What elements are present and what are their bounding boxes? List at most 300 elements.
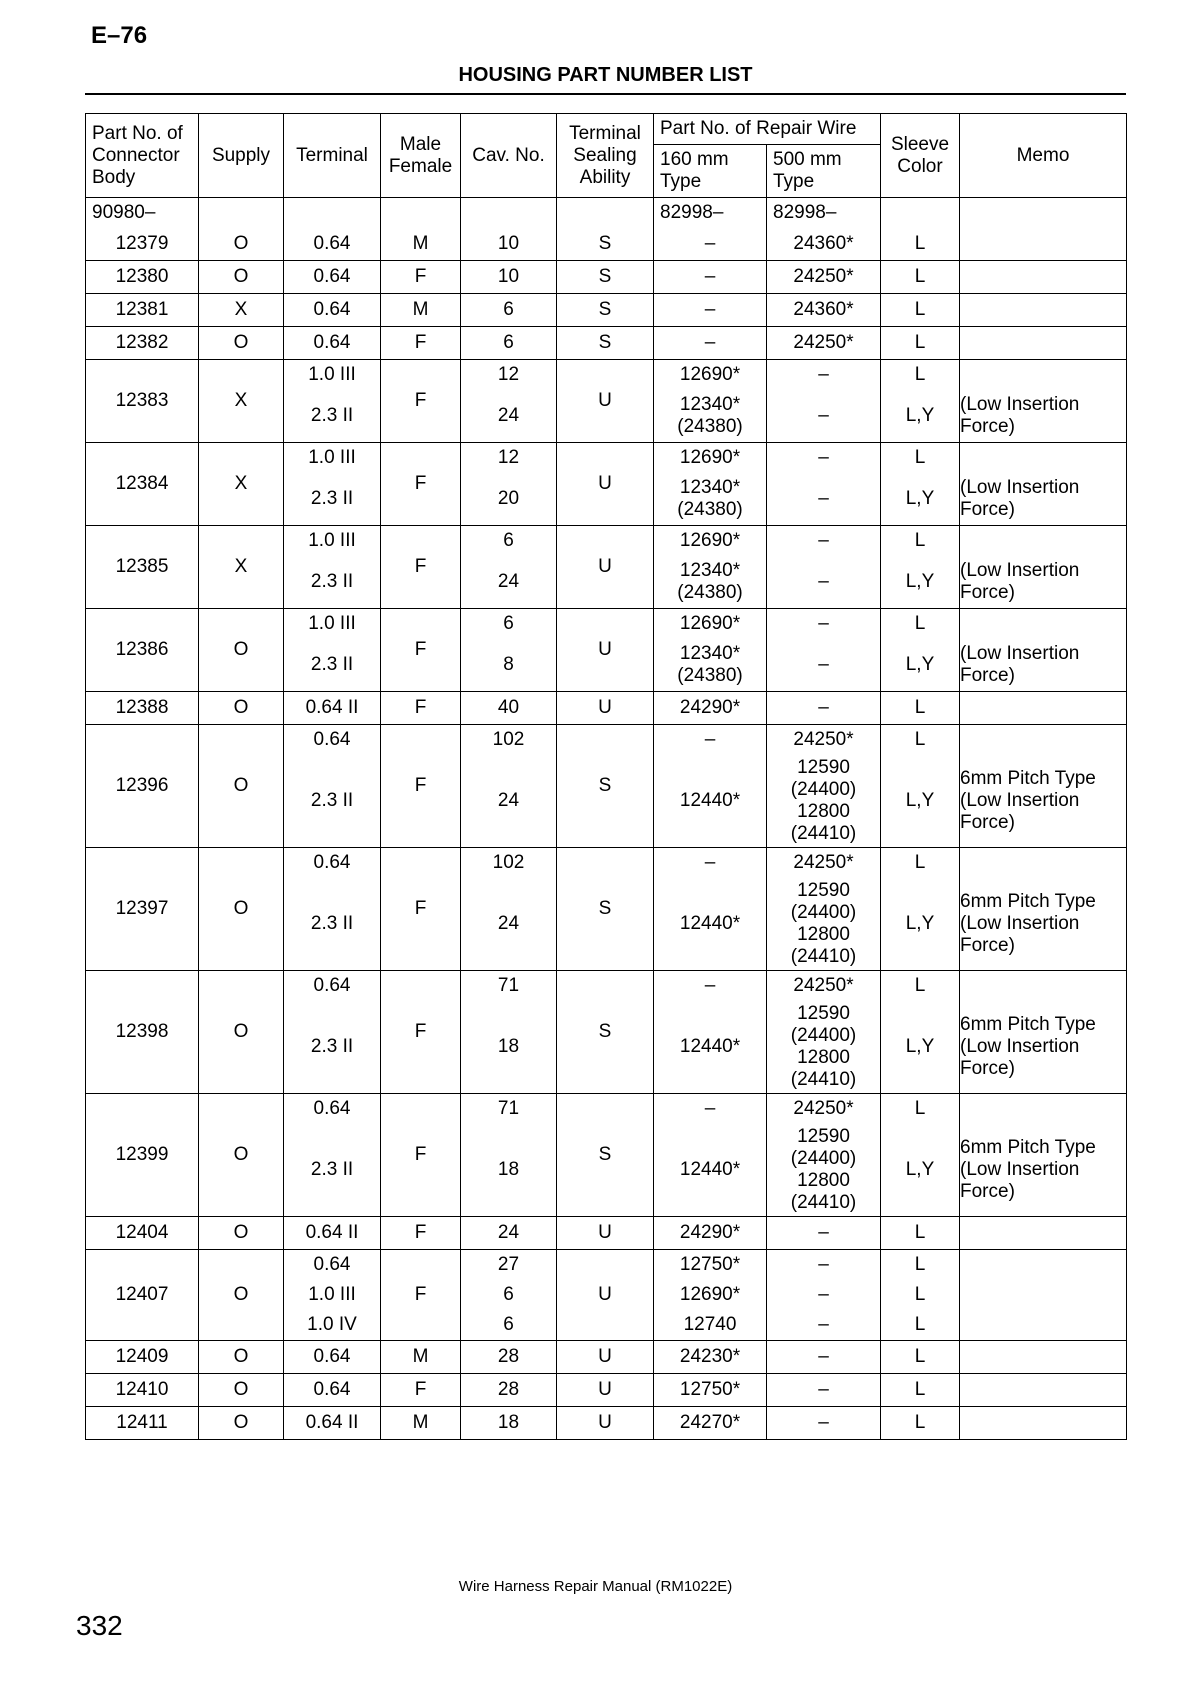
part-number: 12404 (86, 1217, 199, 1250)
repair-wire-160mm-value: 24230* (679, 1346, 741, 1367)
cavity-count (461, 692, 557, 725)
repair-wire-500mm-value: – (818, 1254, 829, 1275)
table-body (86, 198, 1127, 1440)
repair-wire-160mm (654, 360, 767, 443)
part-number: 12381 (86, 294, 199, 327)
supply: O (199, 971, 284, 1094)
sleeve-color-value: L (914, 852, 926, 873)
header-sealing-ability: Terminal Sealing Ability (557, 114, 654, 198)
repair-wire-500mm-value: – (818, 530, 829, 551)
header-cav-no: Cav. No. (461, 114, 557, 198)
supply: O (199, 327, 284, 360)
male-female: F (381, 261, 461, 294)
repair-wire-160mm (654, 1094, 767, 1217)
table-row (86, 1341, 1127, 1374)
cavity-count (461, 360, 557, 443)
terminal (284, 725, 381, 848)
repair-wire-160mm (654, 327, 767, 360)
cavity-count-value: 10 (497, 266, 520, 287)
repair-wire-500mm (767, 327, 881, 360)
male-female: M (381, 228, 461, 261)
sealing-ability: U (557, 360, 654, 443)
table-row (86, 971, 1127, 1094)
sleeve-color (881, 1374, 960, 1407)
sealing-ability: U (557, 1407, 654, 1440)
terminal (284, 327, 381, 360)
terminal (284, 1341, 381, 1374)
table-row (86, 360, 1127, 443)
cavity-count (461, 261, 557, 294)
table-row (86, 327, 1127, 360)
part-number: 12383 (86, 360, 199, 443)
repair-wire-500mm-value: 12590 (24400) 12800 (24410) (790, 757, 857, 844)
repair-wire-160mm (654, 228, 767, 261)
part-prefix: 90980– (86, 198, 199, 229)
memo (960, 692, 1127, 725)
cavity-count-value: 71 (497, 1098, 520, 1119)
sleeve-color-value: L,Y (905, 405, 935, 426)
terminal-value: 0.64 (313, 266, 351, 287)
sleeve-color (881, 294, 960, 327)
sleeve-color (881, 228, 960, 261)
memo (960, 1094, 1127, 1217)
cavity-count-value: 6 (503, 299, 514, 320)
terminal-value: 1.0 III (308, 530, 356, 551)
terminal-value: 2.3 II (310, 654, 354, 675)
table-row (86, 1407, 1127, 1440)
cavity-count-value: 6 (503, 613, 514, 634)
cavity-count (461, 609, 557, 692)
table-row (86, 443, 1127, 526)
repair-wire-160mm-value: 12440* (679, 913, 741, 934)
part-number: 12409 (86, 1341, 199, 1374)
sleeve-color-value: L (914, 729, 926, 750)
supply: O (199, 1094, 284, 1217)
repair-wire-160mm-value: 12750* (679, 1254, 741, 1275)
supply: O (199, 848, 284, 971)
cavity-count-value: 27 (497, 1254, 520, 1275)
sleeve-color-value: L,Y (905, 1159, 935, 1180)
repair-wire-160mm (654, 1250, 767, 1341)
repair-wire-160mm-value: 12750* (679, 1379, 741, 1400)
repair-wire-500mm-value: – (818, 1379, 829, 1400)
supply: O (199, 692, 284, 725)
cavity-count-value: 24 (497, 790, 520, 811)
cavity-count-value: 24 (497, 1222, 520, 1243)
cavity-count-value: 18 (497, 1159, 520, 1180)
cavity-count-value: 10 (497, 233, 520, 254)
cavity-count-value: 20 (497, 488, 520, 509)
sleeve-color-value: L (914, 447, 926, 468)
sleeve-color-value: L,Y (905, 488, 935, 509)
repair-wire-500mm-value: – (818, 1314, 829, 1335)
cavity-count-value: 24 (497, 913, 520, 934)
sleeve-color (881, 971, 960, 1094)
cavity-count-value: 18 (497, 1412, 520, 1433)
repair-wire-500mm-value: 24250* (793, 975, 854, 996)
male-female: F (381, 1094, 461, 1217)
repair-wire-500mm (767, 725, 881, 848)
supply: O (199, 228, 284, 261)
page-number: 332 (76, 1610, 123, 1641)
repair-wire-500mm (767, 692, 881, 725)
terminal-value: 0.64 II (305, 1412, 359, 1433)
memo-value: 6mm Pitch Type (Low Insertion Force) (960, 1014, 1096, 1079)
repair-wire-500mm (767, 526, 881, 609)
supply: X (199, 443, 284, 526)
repair-wire-500mm-value: – (818, 364, 829, 385)
cavity-count-value: 18 (497, 1036, 520, 1057)
memo (960, 848, 1127, 971)
cavity-count-value: 24 (497, 405, 520, 426)
memo (960, 1374, 1127, 1407)
repair-wire-160mm-value: 12340* (24380) (677, 394, 743, 437)
repair-wire-160mm-value: 12440* (679, 790, 741, 811)
terminal (284, 692, 381, 725)
sleeve-color (881, 1094, 960, 1217)
sleeve-color (881, 360, 960, 443)
male-female: F (381, 1250, 461, 1341)
supply: O (199, 1407, 284, 1440)
sleeve-color-value: L (914, 364, 926, 385)
repair-wire-160mm-value: 12690* (679, 530, 741, 551)
type160-prefix: 82998– (654, 198, 767, 229)
male-female: F (381, 725, 461, 848)
male-female: M (381, 294, 461, 327)
cavity-count (461, 1094, 557, 1217)
repair-wire-160mm-value: 12690* (679, 613, 741, 634)
header-500mm-type: 500 mm Type (767, 145, 881, 198)
cavity-count (461, 1217, 557, 1250)
part-number: 12398 (86, 971, 199, 1094)
repair-wire-160mm (654, 692, 767, 725)
repair-wire-500mm-value: 24360* (793, 299, 854, 320)
table-row (86, 609, 1127, 692)
sleeve-color (881, 261, 960, 294)
terminal-value: 0.64 II (305, 1222, 359, 1243)
part-number: 12385 (86, 526, 199, 609)
sealing-ability: S (557, 971, 654, 1094)
sleeve-color (881, 327, 960, 360)
cavity-count (461, 294, 557, 327)
sealing-ability: S (557, 261, 654, 294)
repair-wire-500mm-value: 24250* (793, 1098, 854, 1119)
repair-wire-500mm (767, 1341, 881, 1374)
repair-wire-500mm-value: 24250* (793, 332, 854, 353)
cavity-count (461, 1250, 557, 1341)
sealing-ability: U (557, 443, 654, 526)
table-row (86, 848, 1127, 971)
repair-wire-160mm-value: 24290* (679, 697, 741, 718)
repair-wire-500mm-value: – (818, 447, 829, 468)
repair-wire-160mm-value: – (704, 332, 716, 353)
repair-wire-500mm-value: – (818, 613, 829, 634)
repair-wire-160mm (654, 261, 767, 294)
terminal-value: 0.64 (313, 332, 351, 353)
sleeve-color-value: L (914, 530, 926, 551)
cavity-count (461, 327, 557, 360)
sealing-ability: S (557, 1094, 654, 1217)
part-number: 12411 (86, 1407, 199, 1440)
terminal-value: 0.64 (313, 299, 351, 320)
repair-wire-160mm (654, 609, 767, 692)
repair-wire-160mm-value: – (704, 975, 716, 996)
table-row (86, 1250, 1127, 1341)
header-part-no: Part No. of Connector Body (86, 114, 199, 198)
sleeve-color-value: L,Y (905, 571, 935, 592)
type500-prefix: 82998– (767, 198, 881, 229)
repair-wire-500mm (767, 1374, 881, 1407)
repair-wire-160mm-value: 12340* (24380) (677, 477, 743, 520)
male-female: F (381, 971, 461, 1094)
repair-wire-160mm (654, 1217, 767, 1250)
part-number: 12379 (86, 228, 199, 261)
terminal (284, 609, 381, 692)
repair-wire-500mm-value: – (818, 1346, 829, 1367)
terminal-value: 1.0 IV (307, 1314, 357, 1335)
repair-wire-500mm (767, 848, 881, 971)
sleeve-color (881, 1217, 960, 1250)
terminal-value: 0.64 (313, 1379, 351, 1400)
table-row (86, 294, 1127, 327)
sleeve-color-value: L (914, 233, 926, 254)
terminal-value: 2.3 II (310, 405, 354, 426)
terminal (284, 848, 381, 971)
repair-wire-500mm-value: 24250* (793, 266, 854, 287)
sealing-ability: U (557, 526, 654, 609)
repair-wire-500mm-value: – (818, 1284, 829, 1305)
sealing-ability: S (557, 294, 654, 327)
repair-wire-160mm (654, 971, 767, 1094)
repair-wire-160mm-value: – (704, 729, 716, 750)
sleeve-color (881, 1341, 960, 1374)
male-female: F (381, 1217, 461, 1250)
repair-wire-160mm (654, 1407, 767, 1440)
terminal (284, 360, 381, 443)
part-number: 12384 (86, 443, 199, 526)
sleeve-color (881, 443, 960, 526)
cavity-count-value: 24 (497, 571, 520, 592)
sleeve-color-value: L,Y (905, 790, 935, 811)
male-female: F (381, 443, 461, 526)
repair-wire-160mm-value: 12440* (679, 1159, 741, 1180)
sealing-ability: S (557, 725, 654, 848)
terminal-value: 2.3 II (310, 1159, 354, 1180)
terminal-value: 2.3 II (310, 790, 354, 811)
repair-wire-500mm-value: – (818, 1412, 829, 1433)
supply: X (199, 360, 284, 443)
repair-wire-160mm (654, 294, 767, 327)
repair-wire-160mm-value: 12690* (679, 447, 741, 468)
terminal-value: 1.0 III (308, 613, 356, 634)
repair-wire-500mm (767, 360, 881, 443)
repair-wire-160mm-value: 12340* (24380) (677, 643, 743, 686)
terminal (284, 1407, 381, 1440)
sleeve-color (881, 609, 960, 692)
terminal-value: 0.64 (313, 1098, 351, 1119)
sleeve-color-value: L (914, 697, 926, 718)
repair-wire-500mm-value: – (818, 405, 829, 426)
sleeve-color-value: L (914, 1314, 926, 1335)
terminal (284, 1250, 381, 1341)
male-female: M (381, 1341, 461, 1374)
sleeve-color-value: L (914, 266, 926, 287)
part-number: 12407 (86, 1250, 199, 1341)
terminal (284, 443, 381, 526)
male-female: F (381, 360, 461, 443)
terminal-value: 0.64 II (305, 697, 359, 718)
terminal-value: 1.0 III (308, 447, 356, 468)
repair-wire-500mm (767, 1407, 881, 1440)
terminal (284, 971, 381, 1094)
memo (960, 1341, 1127, 1374)
cavity-count (461, 1341, 557, 1374)
cavity-count-value: 102 (492, 852, 525, 873)
sealing-ability: U (557, 1341, 654, 1374)
repair-wire-500mm (767, 294, 881, 327)
sealing-ability: U (557, 692, 654, 725)
sealing-ability: U (557, 1374, 654, 1407)
terminal-value: 2.3 II (310, 1036, 354, 1057)
sealing-ability: S (557, 848, 654, 971)
cavity-count-value: 6 (503, 1284, 514, 1305)
repair-wire-500mm-value: – (818, 488, 829, 509)
cavity-count-value: 12 (497, 447, 520, 468)
memo (960, 1217, 1127, 1250)
header-memo: Memo (960, 114, 1127, 198)
sleeve-color-value: L,Y (905, 1036, 935, 1057)
table-row (86, 228, 1127, 261)
sealing-ability: S (557, 228, 654, 261)
memo (960, 1407, 1127, 1440)
page-title: HOUSING PART NUMBER LIST (458, 64, 753, 86)
male-female: F (381, 1374, 461, 1407)
cavity-count-value: 6 (503, 332, 514, 353)
repair-wire-500mm-value: – (818, 654, 829, 675)
memo-value: (Low Insertion Force) (960, 394, 1080, 437)
repair-wire-500mm-value: – (818, 697, 829, 718)
part-number: 12388 (86, 692, 199, 725)
repair-wire-500mm (767, 1250, 881, 1341)
memo (960, 526, 1127, 609)
cavity-count-value: 6 (503, 1314, 514, 1335)
supply: O (199, 1374, 284, 1407)
repair-wire-160mm-value: 12740 (683, 1314, 737, 1335)
table-row (86, 1094, 1127, 1217)
cavity-count (461, 526, 557, 609)
male-female: F (381, 526, 461, 609)
repair-wire-500mm-value: 24250* (793, 729, 854, 750)
sleeve-color-value: L (914, 1098, 926, 1119)
cavity-count (461, 1407, 557, 1440)
header-supply: Supply (199, 114, 284, 198)
terminal-value: 0.64 (313, 729, 351, 750)
sleeve-color (881, 526, 960, 609)
sleeve-color-value: L (914, 299, 926, 320)
terminal (284, 261, 381, 294)
header-repair-wire: Part No. of Repair Wire (654, 114, 881, 145)
repair-wire-160mm (654, 443, 767, 526)
cavity-count (461, 848, 557, 971)
part-number: 12396 (86, 725, 199, 848)
terminal (284, 1217, 381, 1250)
terminal-value: 0.64 (313, 233, 351, 254)
repair-wire-160mm-value: 12340* (24380) (677, 560, 743, 603)
cavity-count (461, 971, 557, 1094)
table-row (86, 692, 1127, 725)
sleeve-color (881, 1407, 960, 1440)
memo (960, 327, 1127, 360)
terminal-value: 0.64 (313, 852, 351, 873)
sleeve-color-value: L (914, 1412, 926, 1433)
header-sleeve-color: Sleeve Color (881, 114, 960, 198)
part-number: 12410 (86, 1374, 199, 1407)
repair-wire-160mm-value: – (704, 852, 716, 873)
terminal (284, 228, 381, 261)
part-number: 12399 (86, 1094, 199, 1217)
table-row (86, 1374, 1127, 1407)
cavity-count-value: 28 (497, 1379, 520, 1400)
prefix-row (86, 198, 1127, 229)
repair-wire-500mm-value: 24360* (793, 233, 854, 254)
header-160mm-type: 160 mm Type (654, 145, 767, 198)
terminal-value: 1.0 III (308, 364, 356, 385)
terminal-value: 1.0 III (308, 1284, 356, 1305)
memo-value: 6mm Pitch Type (Low Insertion Force) (960, 891, 1096, 956)
repair-wire-160mm-value: – (704, 266, 716, 287)
cavity-count-value: 71 (497, 975, 520, 996)
sealing-ability: U (557, 609, 654, 692)
repair-wire-160mm-value: 24270* (679, 1412, 741, 1433)
cavity-count-value: 6 (503, 530, 514, 551)
sleeve-color-value: L (914, 1284, 926, 1305)
table-row (86, 526, 1127, 609)
sleeve-color (881, 692, 960, 725)
sleeve-color-value: L (914, 1222, 926, 1243)
repair-wire-500mm (767, 609, 881, 692)
part-number: 12382 (86, 327, 199, 360)
repair-wire-500mm-value: 12590 (24400) 12800 (24410) (790, 880, 857, 967)
sleeve-color-value: L (914, 332, 926, 353)
section-code: E–76 (91, 22, 148, 49)
sleeve-color-value: L (914, 613, 926, 634)
memo (960, 1250, 1127, 1341)
part-number: 12386 (86, 609, 199, 692)
terminal-value: 2.3 II (310, 913, 354, 934)
repair-wire-160mm-value: – (704, 299, 716, 320)
title-divider (85, 93, 1126, 95)
male-female: F (381, 609, 461, 692)
sleeve-color (881, 1250, 960, 1341)
cavity-count (461, 443, 557, 526)
repair-wire-160mm (654, 526, 767, 609)
repair-wire-160mm-value: 24290* (679, 1222, 741, 1243)
repair-wire-160mm (654, 848, 767, 971)
cavity-count-value: 28 (497, 1346, 520, 1367)
terminal (284, 294, 381, 327)
cavity-count (461, 725, 557, 848)
repair-wire-500mm-value: 12590 (24400) 12800 (24410) (790, 1003, 857, 1090)
supply: O (199, 1217, 284, 1250)
part-number: 12397 (86, 848, 199, 971)
terminal (284, 1094, 381, 1217)
terminal (284, 1374, 381, 1407)
repair-wire-500mm-value: 12590 (24400) 12800 (24410) (790, 1126, 857, 1213)
sleeve-color-value: L,Y (905, 913, 935, 934)
memo (960, 294, 1127, 327)
sealing-ability: S (557, 327, 654, 360)
header-terminal: Terminal (284, 114, 381, 198)
